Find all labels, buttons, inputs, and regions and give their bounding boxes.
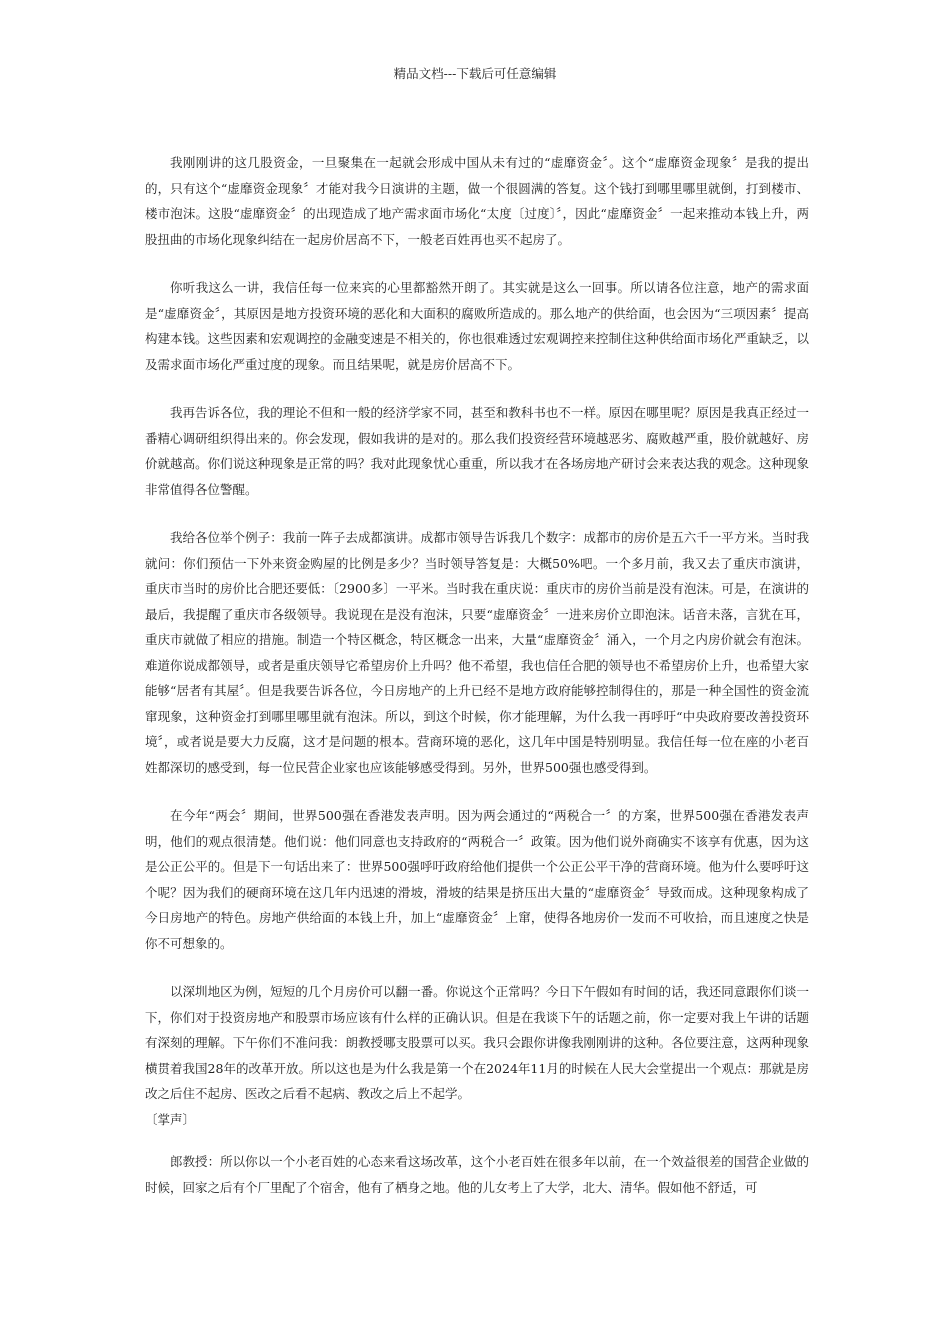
page-header: 精品文档---下载后可任意编辑 xyxy=(393,66,557,81)
paragraph-6: 以深圳地区为例，短短的几个月房价可以翻一番。你说这个正常吗？今日下午假如有时间的话，我还同意跟你们谈一下，你们对于投资房地产和股票市场应该有什么样的正确认识。但是在我谈下午的话题之前，你一定要对我上午讲的话题有深刻的理解。下午你们不准问我：朗教授哪支股票可以买。我只会跟你讲像我刚刚讲的这种。各位要注意，这两种现象横贯着我国28年的改革开放。所以这也是为什么我是第一个在2024年11月的时候在人民大会堂提出一个观点：那就是房改之后住不起房、医改之后看不起病、教改之后上不起学。 xyxy=(145,984,809,1101)
paragraph-5: 在今年“两会〞期间，世界500强在香港发表声明。因为两会通过的“两税合一〞的方案，世界500强在香港发表声明，他们的观点很清楚。他们说：他们同意也支持政府的“两税合一〞政策。因为他们说外商确实不该享有优惠，因为这是公正公平的。但是下一句话出来了：世界500强呼吁政府给他们提供一个公正公平干净的营商环境。他为什么要呼吁这个呢？因为我们的硬商环境在这几年内迅速的滑坡，滑坡的结果是挤压出大量的“虚靡资金〞导致而成。这种现象构成了今日房地产的特色。房地产供给面的本钱上升，加上“虚靡资金〞上窜，使得各地房价一发而不可收拾，而且速度之快是你不可想象的。 xyxy=(145,808,809,951)
paragraph-3: 我再告诉各位，我的理论不但和一般的经济学家不同，甚至和教科书也不一样。原因在哪里呢？原因是我真正经过一番精心调研组织得出来的。你会发现，假如我讲的是对的。那么我们投资经营环境越恶劣、腐败越严重，股价就越好、房价就越高。你们说这种现象是正常的吗？我对此现象忧心重重，所以我才在各场房地产研讨会来表达我的观念。这种现象非常值得各位警醒。 xyxy=(145,405,809,497)
paragraph-4: 我给各位举个例子：我前一阵子去成都演讲。成都市领导告诉我几个数字：成都市的房价是五六千一平方米。当时我就问：你们预估一下外来资金购屋的比例是多少？当时领导答复是：大概50%吧。一个多月前，我又去了重庆市演讲，重庆市当时的房价比合肥还要低：〔2900多〕一平米。当时我在重庆说：重庆市的房价当前是没有泡沫。可是，在演讲的最后，我提醒了重庆市各级领导。我说现在是没有泡沫，只要“虚靡资金〞一进来房价立即泡沫。话音未落，言犹在耳，重庆市就做了相应的措施。制造一个特区概念，特区概念一出来，大量“虚靡资金〞涌入，一个月之内房价就会有泡沫。难道你说成都领导，或者是重庆领导它希望房价上升吗？他不希望，我也信任合肥的领导也不希望房价上升，也希望大家能够“居者有其屋〞。但是我要告诉各位，今日房地产的上升已经不是地方政府能够控制得住的，那是一种全国性的资金流窜现象，这种资金打到哪里哪里就有泡沫。所以，到这个时候，你才能理解，为什么我一再呼吁“中央政府要改善投资环境〞，或者说是要大力反腐，这才是问题的根本。营商环境的恶化，这几年中国是特别明显。我信任每一位在座的小老百姓都深切的感受到，每一位民营企业家也应该能够感受得到。另外，世界500强也感受得到。 xyxy=(145,530,809,775)
applause-note: 〔掌声〕 xyxy=(145,1111,196,1127)
paragraph-1: 我刚刚讲的这几股资金，一旦聚集在一起就会形成中国从未有过的“虚靡资金〞。这个“虚靡资金现象〞是我的提出的，只有这个“虚靡资金现象〞才能对我今日演讲的主题，做一个很圆满的答复。这个钱打到哪里哪里就倒，打到楼市、楼市泡沫。这股“虚靡资金〞的出现造成了地产需求面市场化“太度〔过度〕〞，因此“虚靡资金〞一起来推动本钱上升，两股扭曲的市场化现象纠结在一起房价居高不下，一般老百姓再也买不起房了。 xyxy=(145,155,809,247)
paragraph-2: 你听我这么一讲，我信任每一位来宾的心里都豁然开朗了。其实就是这么一回事。所以请各位注意，地产的需求面是“虚靡资金〞，其原因是地方投资环境的恶化和大面积的腐败所造成的。那么地产的供给面，也会因为“三项因素〞提高构建本钱。这些因素和宏观调控的金融变速是不相关的，你也很难透过宏观调控来控制住这种供给面市场化严重缺乏，以及需求面市场化严重过度的现象。而且结果呢，就是房价居高不下。 xyxy=(145,280,809,372)
document-body xyxy=(145,150,809,1223)
paragraph-7: 郎教授：所以你以一个小老百姓的心态来看这场改革，这个小老百姓在很多年以前，在一个效益很差的国营企业做的时候，回家之后有个厂里配了个宿舍，他有了栖身之地。他的儿女考上了大学，北大、清华。假如他不舒适，可 xyxy=(145,1154,809,1195)
